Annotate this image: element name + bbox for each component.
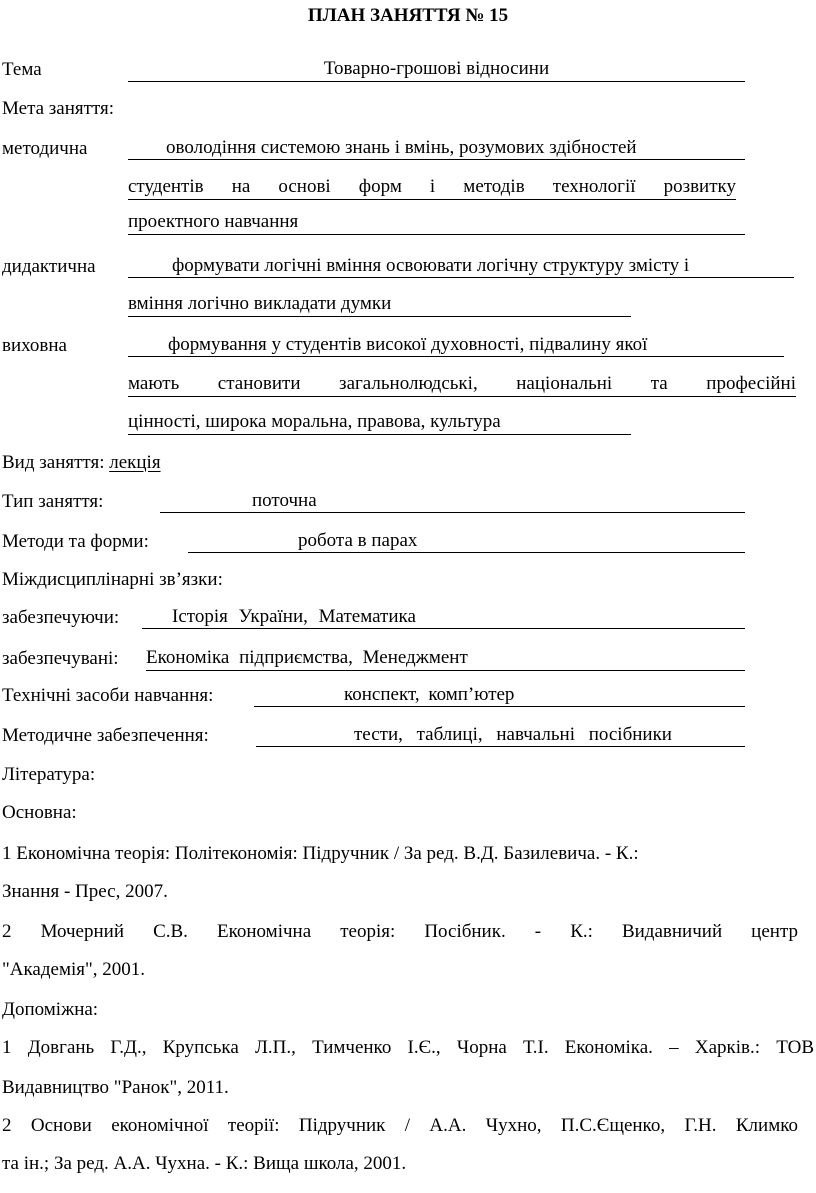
main-literature-label: Основна: (2, 802, 77, 823)
providing-label: забезпечуючи: (2, 607, 120, 628)
methodical-goal-label: методична (2, 138, 88, 159)
methodical-support-label: Методичне забезпечення: (2, 725, 209, 746)
lesson-type-value: поточна (160, 489, 745, 513)
educational-goal-line-3: цінності, широка моральна, правова, культура (128, 410, 631, 435)
lesson-kind-row (2, 451, 161, 475)
additional-literature-item-2-line-1: 2 Основи економічної теорії: Підручник / А.А. Чухно, П.С.Єщенко, Г.Н. Климко (2, 1115, 798, 1136)
literature-label: Література: (2, 764, 96, 785)
page-title: ПЛАН ЗАНЯТТЯ № 15 (307, 5, 509, 26)
methodical-goal-line-1: оволодіння системою знань і вмінь, розумових здібностей (128, 136, 745, 160)
main-literature-item-1-line-1: 1 Економічна теорія: Політекономія: Підручник / За ред. В.Д. Базилевича. - К.: (2, 843, 639, 864)
tech-means-label: Технічні засоби навчання: (2, 685, 214, 706)
educational-goal-label: виховна (2, 335, 67, 356)
didactic-goal-label: дидактична (2, 256, 96, 277)
methods-value: робота в парах (188, 529, 745, 553)
additional-literature-item-2-line-2: та ін.; За ред. А.А. Чухна. - К.: Вища школа, 2001. (2, 1153, 407, 1174)
main-literature-item-2-line-2: "Академія", 2001. (2, 959, 146, 980)
interdisciplinary-label: Міждисциплінарні зв’язки: (2, 569, 223, 590)
methodical-goal-line-3: проектного навчання (128, 210, 745, 235)
lesson-kind-value: лекція (109, 452, 161, 473)
provided-label: забезпечувані: (2, 648, 119, 669)
lesson-type-label: Тип заняття: (2, 491, 104, 512)
methods-label: Методи та форми: (2, 531, 149, 552)
methodical-goal-line-2: студентів на основі форм і методів технології розвитку (128, 175, 736, 200)
additional-literature-item-1-line-1: 1 Довгань Г.Д., Крупська Л.П., Тимченко І.Є., Чорна Т.І. Економіка. – Харків.: ТОВ (2, 1037, 814, 1058)
educational-goal-line-1: формування у студентів високої духовності, підвалину якої (128, 333, 784, 357)
methodical-support-value: тести, таблиці, навчальні посібники (256, 723, 745, 747)
tech-means-value: конспект, комп’ютер (254, 683, 745, 707)
main-literature-item-2-line-1: 2 Мочерний С.В. Економічна теорія: Посібник. - К.: Видавничий центр (2, 921, 798, 942)
lesson-kind-label: Вид заняття: (2, 452, 105, 473)
providing-value: Історія України, Математика (142, 605, 745, 629)
provided-value: Економіка підприємства, Менеджмент (146, 646, 745, 671)
additional-literature-item-1-line-2: Видавництво "Ранок", 2011. (2, 1077, 229, 1098)
additional-literature-label: Допоміжна: (2, 999, 99, 1020)
educational-goal-line-2: мають становити загальнолюдські, національні та професійні (128, 372, 796, 397)
main-literature-item-1-line-2: Знання - Прес, 2007. (2, 881, 168, 902)
topic-value: Товарно-грошові відносини (128, 57, 745, 82)
didactic-goal-line-1: формувати логічні вміння освоювати логічну структуру змісту і (128, 254, 794, 278)
topic-label: Тема (2, 59, 42, 80)
didactic-goal-line-2: вміння логічно викладати думки (128, 292, 631, 317)
goals-label: Мета заняття: (2, 98, 115, 119)
